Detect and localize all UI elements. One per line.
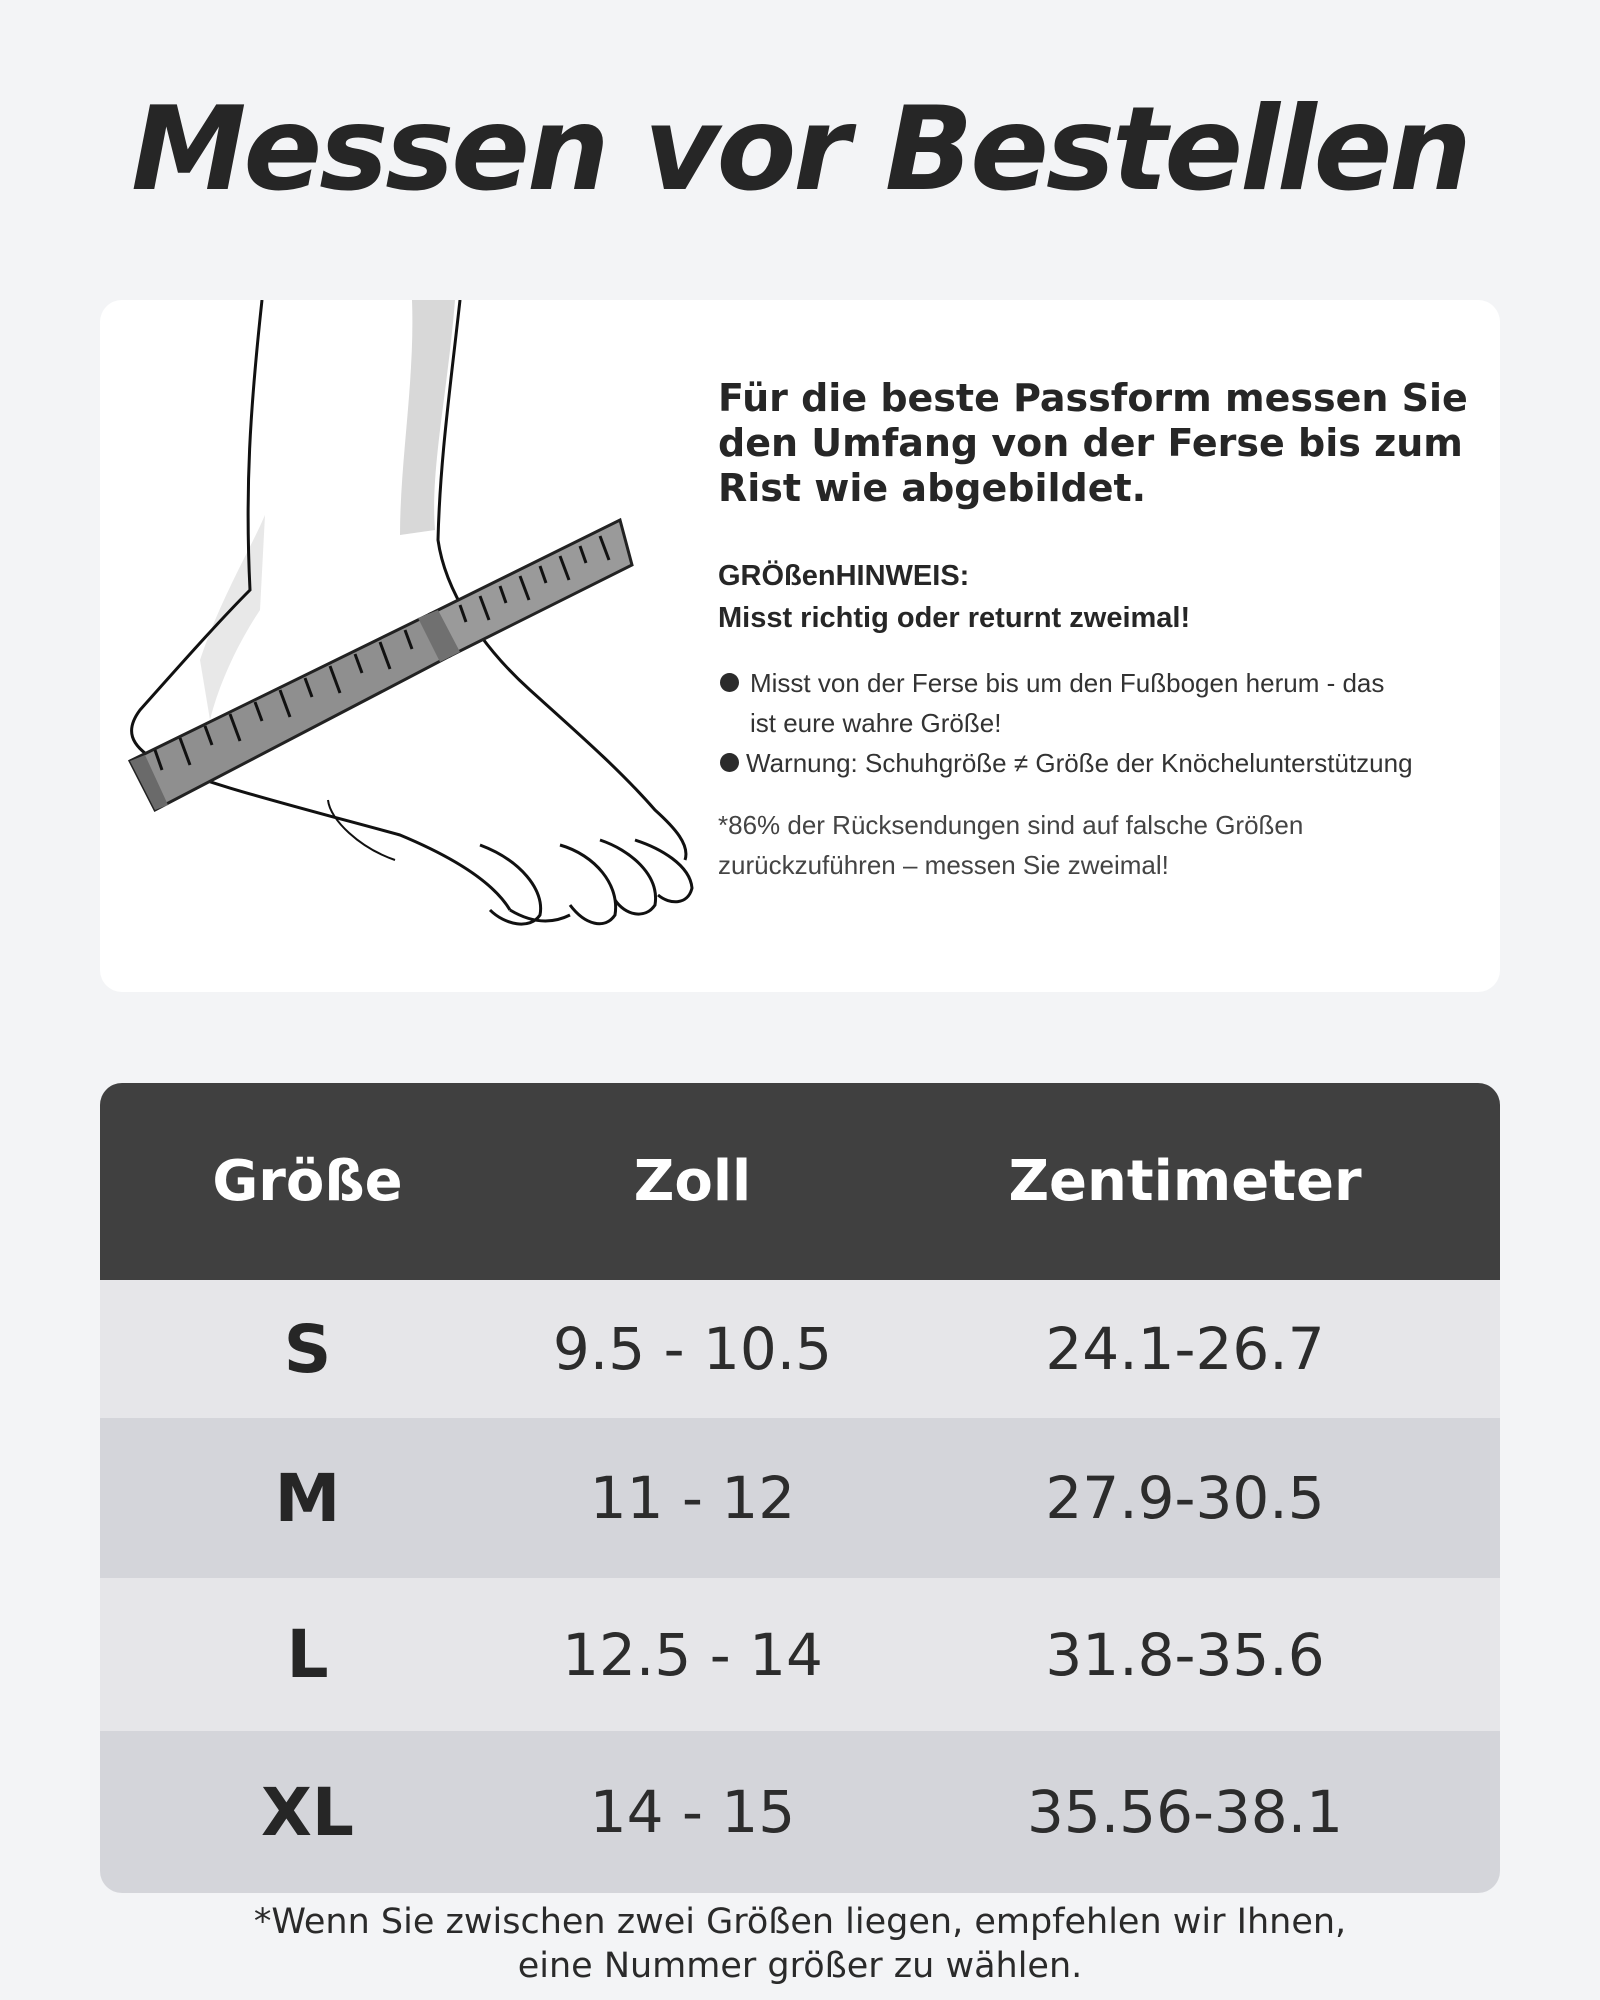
list-item-text: Warnung: Schuhgröße ≠ Größe der Knöchelunterstützung <box>746 748 1413 778</box>
bullet-icon <box>720 753 739 772</box>
measurement-info <box>718 376 1478 885</box>
table-row <box>100 1578 1500 1731</box>
info-headline <box>718 376 1478 511</box>
footnote-line: *86% der Rücksendungen sind auf falsche Größen <box>718 810 1304 840</box>
size-cell: S <box>283 1310 332 1388</box>
size-note <box>718 555 1478 639</box>
table-header <box>100 1083 1500 1280</box>
list-item <box>718 663 1478 743</box>
page-title: Messen vor Bestellen <box>131 82 1469 217</box>
size-cell: M <box>274 1459 341 1537</box>
header-inch: Zoll <box>633 1149 752 1214</box>
info-headline-line: Für die beste Passform messen Sie <box>718 376 1468 420</box>
measurement-instructions-card <box>100 300 1500 992</box>
list-item-text: ist eure wahre Größe! <box>750 708 1002 738</box>
table-row <box>100 1280 1500 1418</box>
centimeter-cell: 31.8-35.6 <box>1045 1620 1325 1689</box>
inch-cell: 9.5 - 10.5 <box>552 1315 833 1383</box>
size-note-title: GRÖßenHINWEIS: <box>718 560 970 592</box>
footnote-line: zurückzuführen – messen Sie zweimal! <box>718 850 1169 880</box>
info-headline-line: den Umfang von der Ferse bis zum <box>718 421 1463 465</box>
size-cell: XL <box>261 1773 354 1851</box>
centimeter-cell: 24.1-26.7 <box>1045 1315 1325 1383</box>
size-note-subtitle: Misst richtig oder returnt zweimal! <box>718 602 1191 634</box>
foot-with-measuring-tape-icon <box>100 300 740 992</box>
list-item <box>718 743 1478 783</box>
header-size: Größe <box>212 1149 403 1214</box>
inch-cell: 12.5 - 14 <box>562 1620 823 1689</box>
size-recommendation-note <box>0 1900 1600 1988</box>
size-cell: L <box>286 1616 329 1693</box>
table-row <box>100 1418 1500 1578</box>
centimeter-cell: 27.9-30.5 <box>1045 1464 1325 1532</box>
list-item-text: Misst von der Ferse bis um den Fußbogen herum - das <box>750 668 1385 698</box>
size-table <box>100 1083 1500 1893</box>
returns-footnote <box>718 805 1478 885</box>
note-line: eine Nummer größer zu wählen. <box>517 1946 1083 1986</box>
inch-cell: 11 - 12 <box>589 1464 796 1532</box>
measurement-tips-list <box>718 663 1478 783</box>
bullet-icon <box>720 673 739 692</box>
note-line: *Wenn Sie zwischen zwei Größen liegen, empfehlen wir Ihnen, <box>253 1902 1347 1942</box>
info-headline-line: Rist wie abgebildet. <box>718 466 1147 510</box>
table-row <box>100 1731 1500 1893</box>
inch-cell: 14 - 15 <box>589 1778 796 1846</box>
centimeter-cell: 35.56-38.1 <box>1026 1778 1344 1846</box>
header-centimeter: Zentimeter <box>1008 1149 1362 1214</box>
